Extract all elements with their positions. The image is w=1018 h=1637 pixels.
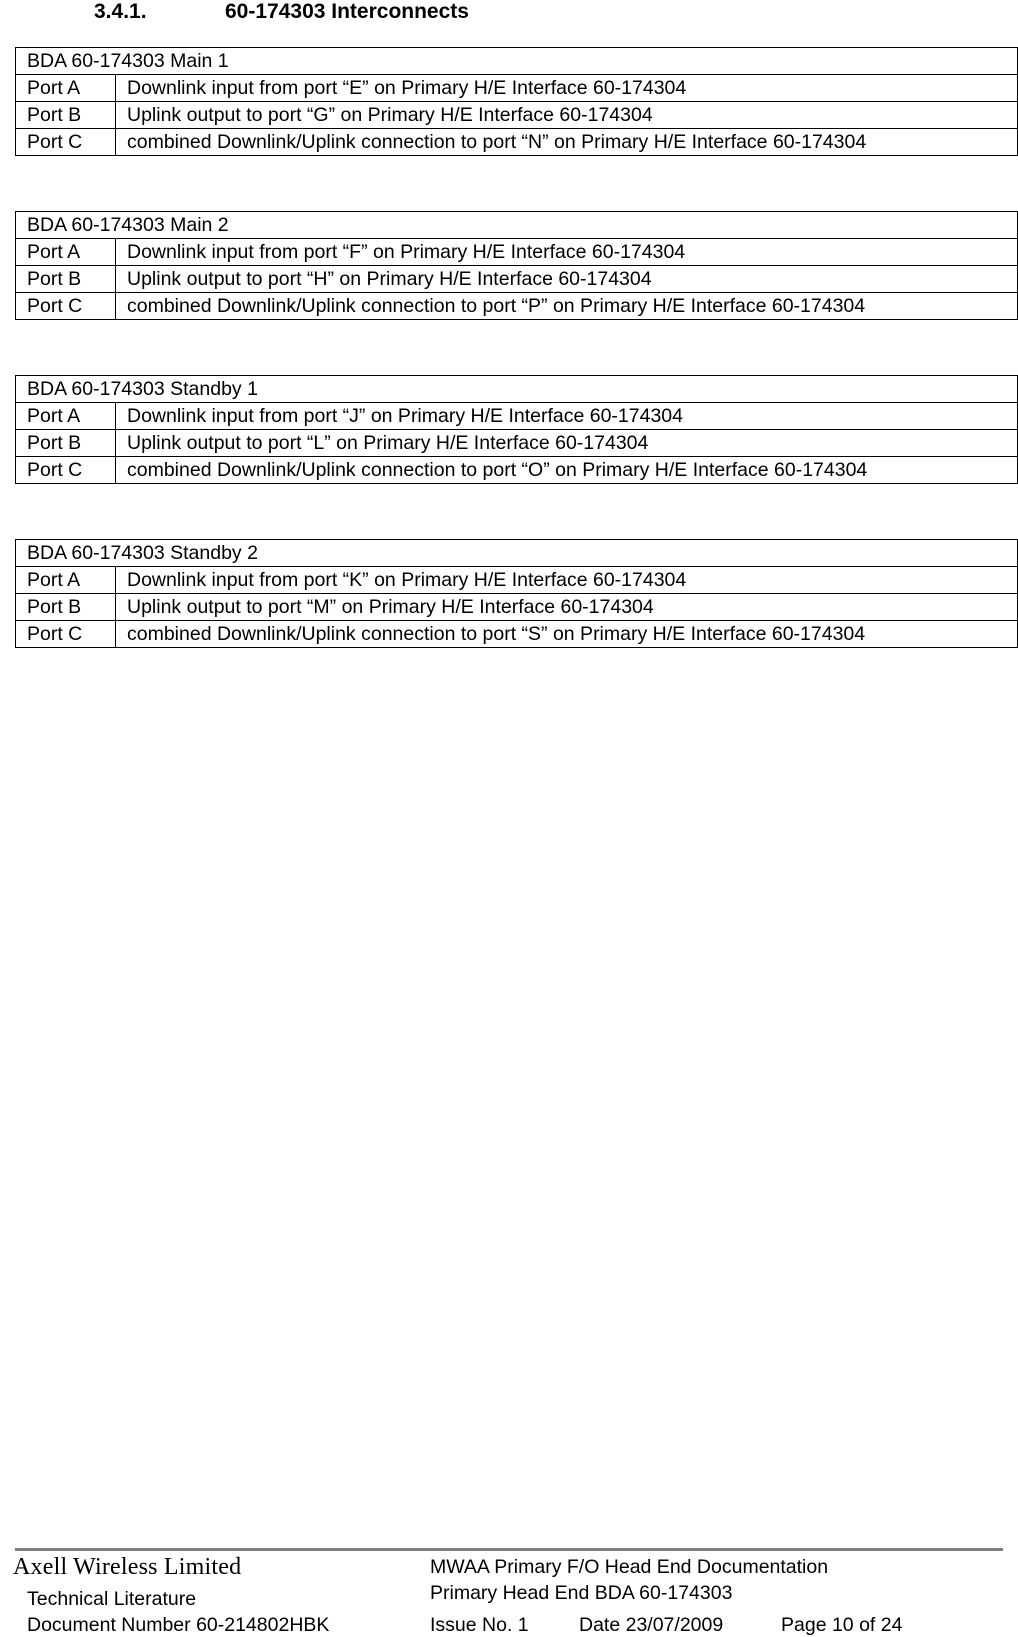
technical-literature-label: Technical Literature <box>27 1588 197 1610</box>
page-number: Page 10 of 24 <box>781 1614 903 1636</box>
port-description: Uplink output to port “H” on Primary H/E Interface 60-174304 <box>116 266 1018 293</box>
table-title: BDA 60-174303 Main 2 <box>16 212 1018 239</box>
port-description: Uplink output to port “G” on Primary H/E Interface 60-174304 <box>116 102 1018 129</box>
interconnect-table-main-2 <box>15 211 1018 320</box>
port-description: combined Downlink/Uplink connection to port “S” on Primary H/E Interface 60-174304 <box>116 621 1018 648</box>
table-row <box>16 75 1018 102</box>
table-row <box>16 239 1018 266</box>
port-label: Port A <box>16 239 116 266</box>
interconnect-table-standby-1 <box>15 375 1018 484</box>
port-label: Port B <box>16 430 116 457</box>
table-title: BDA 60-174303 Main 1 <box>16 48 1018 75</box>
port-label: Port A <box>16 75 116 102</box>
document-title: MWAA Primary F/O Head End Documentation <box>430 1556 829 1578</box>
port-label: Port A <box>16 403 116 430</box>
port-description: combined Downlink/Uplink connection to port “N” on Primary H/E Interface 60-174304 <box>116 129 1018 156</box>
port-label: Port B <box>16 266 116 293</box>
port-label: Port C <box>16 457 116 484</box>
port-description: combined Downlink/Uplink connection to port “O” on Primary H/E Interface 60-174304 <box>116 457 1018 484</box>
interconnect-table-standby-2 <box>15 539 1018 648</box>
table-row <box>16 621 1018 648</box>
port-description: Downlink input from port “J” on Primary H/E Interface 60-174304 <box>116 403 1018 430</box>
company-name: Axell Wireless Limited <box>13 1554 242 1580</box>
table-row <box>16 457 1018 484</box>
table-title: BDA 60-174303 Standby 2 <box>16 540 1018 567</box>
port-description: combined Downlink/Uplink connection to port “P” on Primary H/E Interface 60-174304 <box>116 293 1018 320</box>
port-label: Port C <box>16 293 116 320</box>
table-row <box>16 403 1018 430</box>
port-description: Downlink input from port “E” on Primary H/E Interface 60-174304 <box>116 75 1018 102</box>
interconnect-table-main-1 <box>15 47 1018 156</box>
table-row <box>16 293 1018 320</box>
table-title-row <box>16 540 1018 567</box>
table-title-row <box>16 48 1018 75</box>
table-title: BDA 60-174303 Standby 1 <box>16 376 1018 403</box>
table-row <box>16 594 1018 621</box>
table-row <box>16 567 1018 594</box>
port-label: Port C <box>16 129 116 156</box>
table-row <box>16 129 1018 156</box>
table-title-row <box>16 376 1018 403</box>
table-row <box>16 266 1018 293</box>
section-title: 60-174303 Interconnects <box>225 0 469 23</box>
port-label: Port C <box>16 621 116 648</box>
issue-date: Date 23/07/2009 <box>579 1614 724 1636</box>
port-label: Port B <box>16 594 116 621</box>
table-title-row <box>16 212 1018 239</box>
port-description: Uplink output to port “M” on Primary H/E Interface 60-174304 <box>116 594 1018 621</box>
port-label: Port B <box>16 102 116 129</box>
table-row <box>16 102 1018 129</box>
section-heading <box>94 0 469 24</box>
document-number: Document Number 60-214802HBK <box>27 1614 330 1636</box>
port-description: Downlink input from port “F” on Primary H/E Interface 60-174304 <box>116 239 1018 266</box>
port-label: Port A <box>16 567 116 594</box>
footer-divider <box>15 1548 1003 1551</box>
port-description: Downlink input from port “K” on Primary H/E Interface 60-174304 <box>116 567 1018 594</box>
port-description: Uplink output to port “L” on Primary H/E Interface 60-174304 <box>116 430 1018 457</box>
document-subtitle: Primary Head End BDA 60-174303 <box>430 1582 733 1604</box>
issue-number: Issue No. 1 <box>430 1614 529 1636</box>
section-number: 3.4.1. <box>94 0 147 23</box>
table-row <box>16 430 1018 457</box>
